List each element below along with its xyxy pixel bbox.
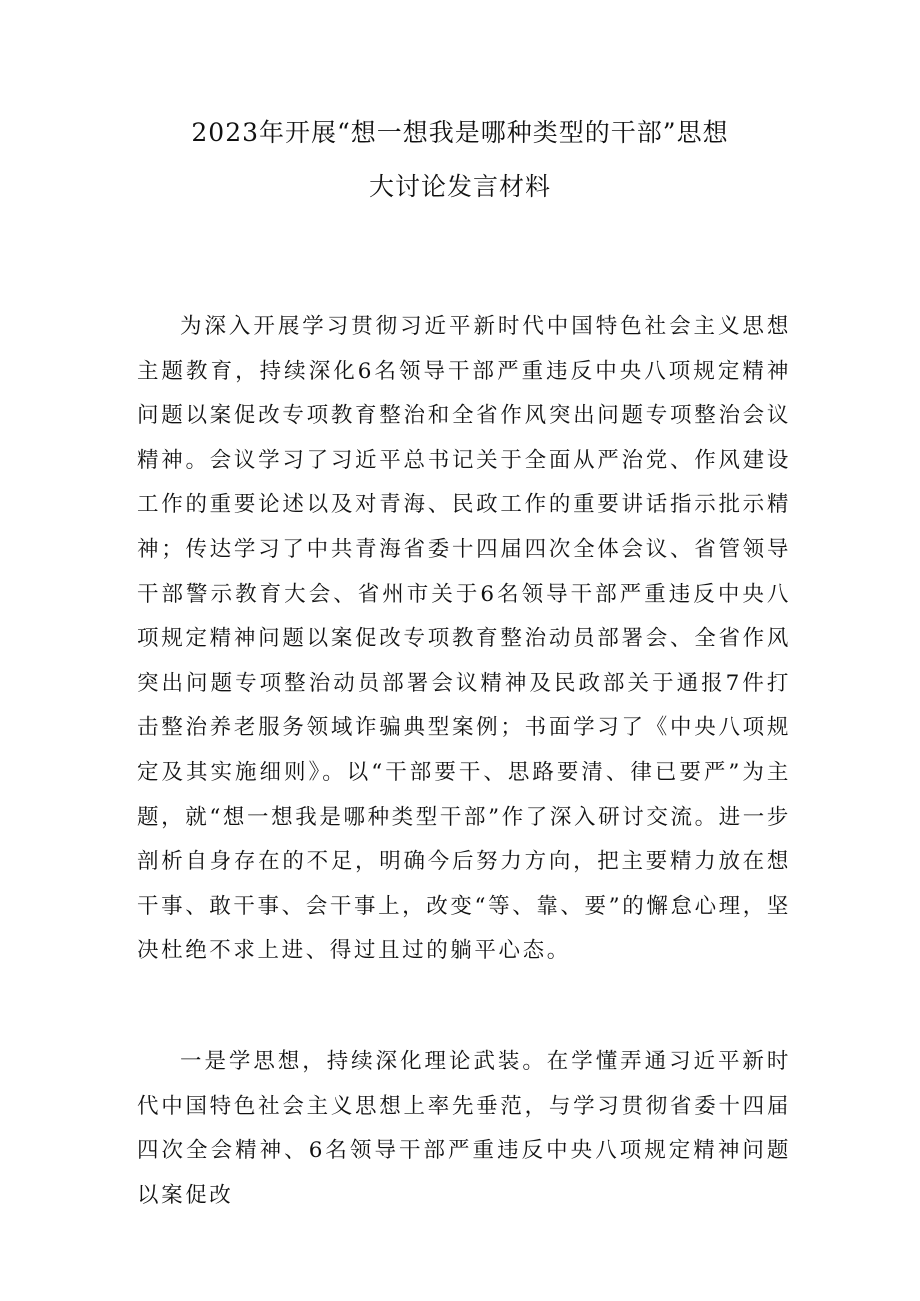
body-paragraph-intro: 为深入开展学习贯彻习近平新时代中国特色社会主义思想主题教育，持续深化6名领导干部严重违反中央八项规定精神问题以案促改专项教育整治和全省作风突出问题专项整治会议精神。会议学习了习近平总书记关于全面从严治党、作风建设工作的重要论述以及对青海、民政工作的重要讲话指示批示精神；传达学习了中共青海省委十四届四次全体会议、省管领导干部警示教育大会、省州市关于6名领导干部严重违反中央八项规定精神问题以案促改专项教育整治动员部署会、全省作风突出问题专项整治动员部署会议精神及民政部关于通报7件打击整治养老服务领域诈骗典型案例；书面学习了《中央八项规定及其实施细则》。以“干部要干、思路要清、律已要严”为主题，就“想一想我是哪种类型干部”作了深入研讨交流。进一步剖析自身存在的不足，明确今后努力方向，把主要精力放在想干事、敢干事、会干事上，改变“等、靠、要”的懈怠心理，坚决杜绝不求上进、得过且过的躺平心态。 (137, 314, 791, 964)
body-paragraph-first-point: 一是学思想，持续深化理论武装。在学懂弄通习近平新时代中国特色社会主义思想上率先垂范，与学习贯彻省委十四届四次全会精神、6名领导干部严重违反中央八项规定精神问题以案促改 (137, 1049, 791, 1208)
document-title (120, 106, 800, 214)
title-line-1: 2023年开展“想一想我是哪种类型的干部”思想 (191, 118, 729, 147)
title-line-2: 大讨论发言材料 (368, 172, 551, 201)
